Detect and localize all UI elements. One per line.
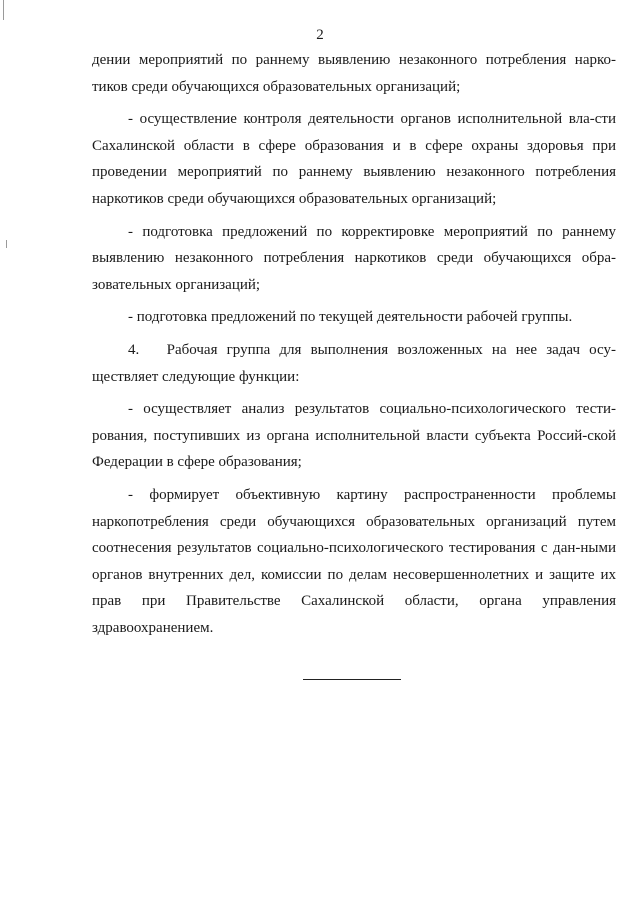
paragraph-item-4: 4. Рабочая группа для выполнения возложенных на нее задач осу-ществляет следующие функции: <box>92 341 616 385</box>
paragraph-analysis: - осуществляет анализ результатов социально-психологического тести-рования, поступивших из органа исполнительной власти субъекта Россий-ской Федерации в сфере образования; <box>92 401 616 471</box>
scan-mark-left <box>3 0 4 20</box>
end-divider <box>303 679 401 680</box>
paragraph-proposals-adjustment: - подготовка предложений по корректировке мероприятий по раннему выявлению незаконного потребления наркотиков среди обучающихся обра-зовательных организаций; <box>92 223 616 293</box>
paragraph-proposals-current: - подготовка предложений по текущей деятельности рабочей группы. <box>128 309 573 326</box>
page-number: 2 <box>316 27 324 43</box>
paragraph-control: - осуществление контроля деятельности органов исполнительной вла-сти Сахалинской области в сфере образования и в сфере охраны здоровья при проведении мероприятий по раннему выявлению незаконного потребления наркотиков среди обучающихся образовательных организаций; <box>92 111 616 207</box>
scan-mark-left-lower <box>6 240 7 248</box>
paragraph-continuation: дении мероприятий по раннему выявлению незаконного потребления нарко-тиков среди обучающихся образовательных организаций; <box>92 52 616 95</box>
document-body <box>92 47 616 647</box>
paragraph-assessment: - формирует объективную картину распространенности проблемы наркопотребления среди обучающихся образовательных организаций путем соотнесения результатов социально-психологического тестирования с дан-ными органов внутренних дел, комиссии по делам несовершеннолетних и защите их прав при Правительстве Сахалинской области, органа управления здравоохранением. <box>92 486 616 636</box>
